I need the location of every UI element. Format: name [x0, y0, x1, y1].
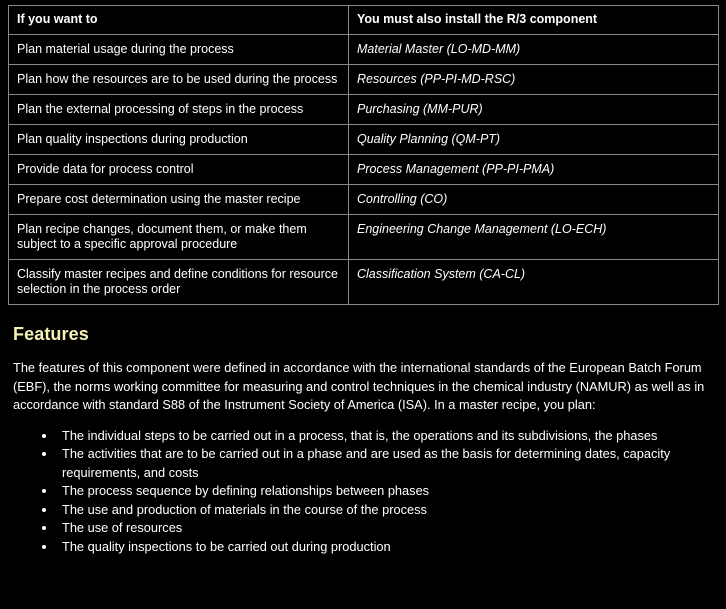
list-item-label: The activities that are to be carried out in a phase and are used as the basis for determining dates, capacity requirements, and costs [62, 446, 671, 480]
table-header-row [9, 6, 719, 35]
table-cell-want: Plan recipe changes, document them, or make them subject to a specific approval procedure [9, 215, 349, 260]
table-cell-component: Material Master (LO-MD-MM) [349, 35, 719, 65]
list-item-label: The use of resources [62, 520, 183, 535]
table-cell-component: Process Management (PP-PI-PMA) [349, 155, 719, 185]
table-cell-component: Controlling (CO) [349, 185, 719, 215]
table-cell-component: Purchasing (MM-PUR) [349, 95, 719, 125]
table-row [9, 155, 719, 185]
table-cell-want: Plan material usage during the process [9, 35, 349, 65]
table-cell-want: Provide data for process control [9, 155, 349, 185]
list-item-label: The process sequence by defining relationships between phases [62, 483, 430, 498]
list-item [42, 501, 712, 520]
table-row [9, 35, 719, 65]
table-cell-component: Resources (PP-PI-MD-RSC) [349, 65, 719, 95]
table-cell-want: Prepare cost determination using the master recipe [9, 185, 349, 215]
features-list [0, 427, 726, 557]
page-root [0, 5, 726, 609]
bullet-icon [42, 489, 46, 493]
table-row [9, 65, 719, 95]
table-cell-component: Quality Planning (QM-PT) [349, 125, 719, 155]
features-heading: Features [13, 324, 89, 344]
table-row [9, 95, 719, 125]
list-item [42, 538, 712, 557]
table-cell-want: Plan the external processing of steps in the process [9, 95, 349, 125]
table-cell-want: Plan quality inspections during production [9, 125, 349, 155]
list-item-label: The use and production of materials in the course of the process [62, 501, 427, 517]
features-paragraph: The features of this component were defined in accordance with the international standards of the European Batch Forum (EBF), the norms working committee for measuring and control techniques in the chemical industry (NAMUR) as well as in accordance with standard S88 of the Instrument Society of America (ISA). In a master recipe, you plan: [13, 360, 705, 412]
list-item [42, 445, 712, 482]
list-item [42, 427, 712, 446]
list-item-label: The quality inspections to be carried out during production [62, 538, 391, 554]
column-header-if-you-want-to: If you want to [9, 6, 349, 35]
list-item [42, 482, 712, 501]
r3-component-requirements-table [8, 5, 719, 305]
table-cell-component: Engineering Change Management (LO-ECH) [349, 215, 719, 260]
table-cell-want: Classify master recipes and define conditions for resource selection in the process order [9, 260, 349, 305]
list-item [42, 519, 712, 538]
table-cell-component: Classification System (CA-CL) [349, 260, 719, 305]
table-row [9, 185, 719, 215]
table-cell-want: Plan how the resources are to be used during the process [9, 65, 349, 95]
bullet-icon [42, 545, 46, 549]
table-header [9, 6, 719, 35]
column-header-r3-component: You must also install the R/3 component [349, 6, 719, 35]
list-item-label: The individual steps to be carried out in a process, that is, the operations and its subdivisions, the phases [62, 427, 658, 443]
table-row [9, 125, 719, 155]
bullet-icon [42, 434, 46, 438]
table-row [9, 215, 719, 260]
bullet-icon [42, 508, 46, 512]
bullet-icon [42, 452, 46, 456]
table-row [9, 260, 719, 305]
bullet-icon [42, 526, 46, 530]
table-body [9, 35, 719, 305]
